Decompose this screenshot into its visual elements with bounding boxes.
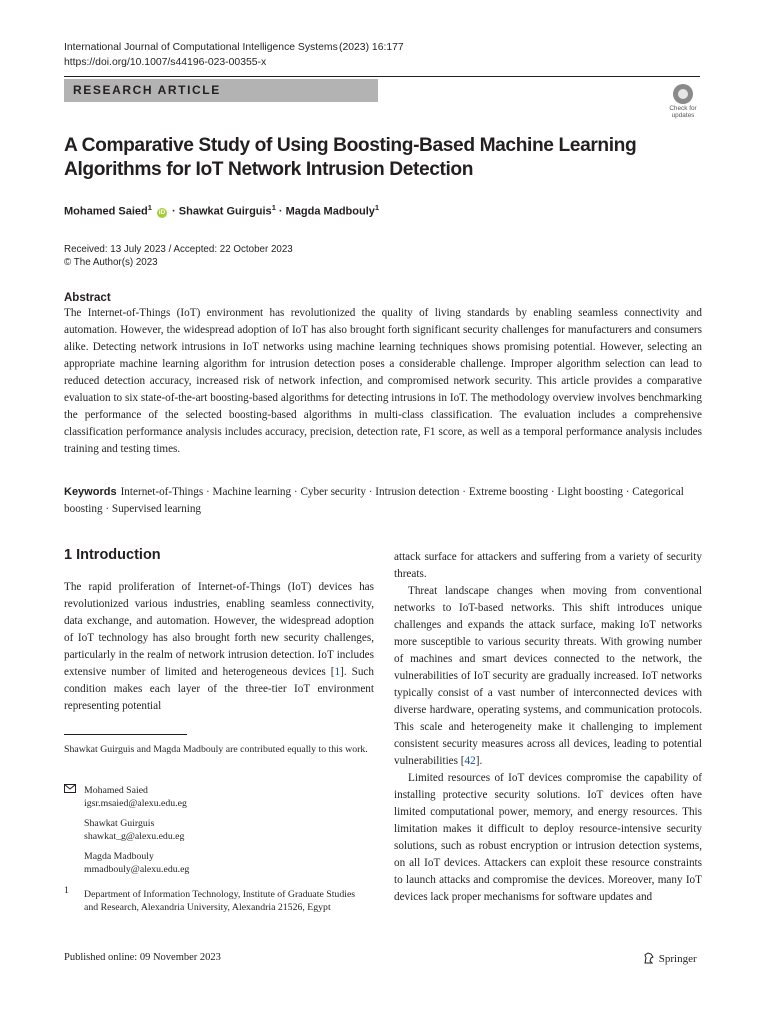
footnote-rule	[64, 734, 187, 735]
author-name[interactable]: Shawkat Guirguis	[178, 205, 272, 218]
intro-column-right	[394, 549, 702, 906]
doi-link[interactable]: https://doi.org/10.1007/s44196-023-00355-x	[64, 57, 267, 68]
abstract-text: The Internet-of-Things (IoT) environment has revolutionized the quality of living standards by enabling seamless connectivity and automation. However, the widespread adoption of IoT has also brought forth significant security challenges for manufacturers and consumers alike. Detecting network intrusions in IoT networks using machine learning techniques shows promising potential. However, selecting an appropriate machine learning algorithm for intrusion detection poses a considerable challenge. Improper algorithm selection can lead to reduced detection accuracy, increased risk of network infection, and compromised network security. This article provides a comparative evaluation to six state-of-the-art boosting-based algorithms for detecting intrusions in IoT. The methodology overview involves benchmarking the performance of the selected boosting-based algorithms in multi-class classification. The evaluation includes a comprehensive classification performance analysis includes accuracy, precision, detection rate, F1 score, as well as a temporal performance analysis includes training and testing times.	[64, 307, 702, 455]
intro-paragraph: attack surface for attackers and suffering from a variety of security threats.	[394, 551, 702, 580]
author-name[interactable]: Magda Madbouly	[285, 205, 375, 218]
publisher-logo[interactable]	[642, 951, 697, 965]
springer-horse-icon	[642, 951, 656, 965]
article-type-banner	[64, 79, 378, 102]
check-updates-label: Check for updates	[669, 105, 697, 119]
equal-contribution-note: Shawkat Guirguis and Magda Madbouly are contributed equally to this work.	[64, 744, 368, 755]
check-for-updates-badge[interactable]	[664, 84, 702, 124]
intro-paragraph-text: The rapid proliferation of Internet-of-Things (IoT) devices has revolutionized various industries, enabling seamless connectivity, data exchange, and automation. However, the widespread adoption of IoT technology has also brought forth new security challenges, particularly in the realm of network intrusion detection. IoT includes extensive number of limited and heterogeneous devices [	[64, 581, 374, 678]
copyright-line: © The Author(s) 2023	[64, 257, 158, 268]
article-type-label: RESEARCH ARTICLE	[73, 83, 221, 97]
section-heading-introduction: 1 Introduction	[64, 547, 161, 563]
check-updates-icon	[673, 84, 693, 104]
citation-link[interactable]: 42	[464, 755, 476, 767]
journal-name: International Journal of Computational Intelligence Systems	[64, 42, 338, 53]
publisher-name: Springer	[658, 953, 697, 965]
orcid-icon[interactable]: iD	[158, 208, 166, 216]
journal-volume: (2023) 16:177	[339, 42, 404, 53]
author-affiliation-mark: 1	[374, 203, 380, 212]
intro-paragraph-text: ]. Such condition makes each layer of the three-tier IoT environment representing potential	[64, 666, 374, 712]
intro-column-left	[64, 579, 374, 715]
contact-email[interactable]: mmadbouly@alexu.edu.eg	[84, 864, 190, 875]
keywords-section	[64, 484, 704, 518]
paper-title: A Comparative Study of Using Boosting-Based Machine Learning Algorithms for IoT Network Intrusion Detection	[64, 135, 637, 180]
keywords-heading: Keywords	[64, 486, 117, 498]
intro-paragraph: Limited resources of IoT devices compromise the capability of installing protective security solutions. IoT devices often have limited computational power, memory, and energy resources. This limitation makes it difficult to deploy resource-intensive security solutions, such as robust encryption or intrusion detection systems, on all IoT devices. Attackers can exploit these resource constraints to launch attacks and compromise the devices. Moreover, many IoT devices lack proper mechanisms for software updates and	[394, 772, 702, 903]
affiliation-number: 1	[64, 885, 69, 896]
author-name[interactable]: Mohamed Saied	[64, 205, 148, 218]
citation-link[interactable]: 1	[334, 666, 341, 678]
header-rule	[64, 76, 700, 77]
keywords-list: Internet-of-Things · Machine learning · Cyber security · Intrusion detection · Extreme boosting · Light boosting · Categorical boosting · Supervised learning	[64, 486, 684, 515]
abstract-heading: Abstract	[64, 292, 111, 304]
received-accepted-dates: Received: 13 July 2023 / Accepted: 22 October 2023	[64, 244, 293, 255]
affiliation-text: Department of Information Technology, Institute of Graduate Studies and Research, Alexandria University, Alexandria 21526, Egypt	[84, 889, 356, 913]
author-list: Mohamed Saied$^1$ iD · Shawkat Guirguis$^1$ · Magda Madbouly$^1$	[64, 203, 380, 218]
envelope-icon	[64, 784, 76, 793]
intro-paragraph	[394, 583, 702, 770]
contact-name: Magda Madbouly	[84, 851, 154, 862]
contact-email[interactable]: igsr.msaied@alexu.edu.eg	[84, 798, 187, 809]
intro-paragraph-text: Threat landscape changes when moving from conventional networks to IoT-based networks. This shift introduces unique challenges and expands the attack surface, making IoT networks more susceptible to various security threats. With growing number of machines and smart devices connected to the network, the vulnerabilities of IoT security are gradually increased. IoT networks typically consist of a vast number of interconnected devices with diverse hardware, operating systems, and communication protocols. This scale and heterogeneity make it challenging to implement consistent security measures across all devices, leading to potential vulnerabilities [	[394, 585, 702, 767]
published-online-date: Published online: 09 November 2023	[64, 952, 221, 963]
contact-name: Shawkat Guirguis	[84, 818, 155, 829]
author-affiliation-mark: 1	[271, 203, 276, 212]
author-affiliation-mark: 1	[147, 203, 152, 212]
intro-paragraph-text: ].	[475, 755, 483, 767]
contact-name: Mohamed Saied	[84, 785, 148, 796]
contact-email[interactable]: shawkat_g@alexu.edu.eg	[84, 831, 185, 842]
